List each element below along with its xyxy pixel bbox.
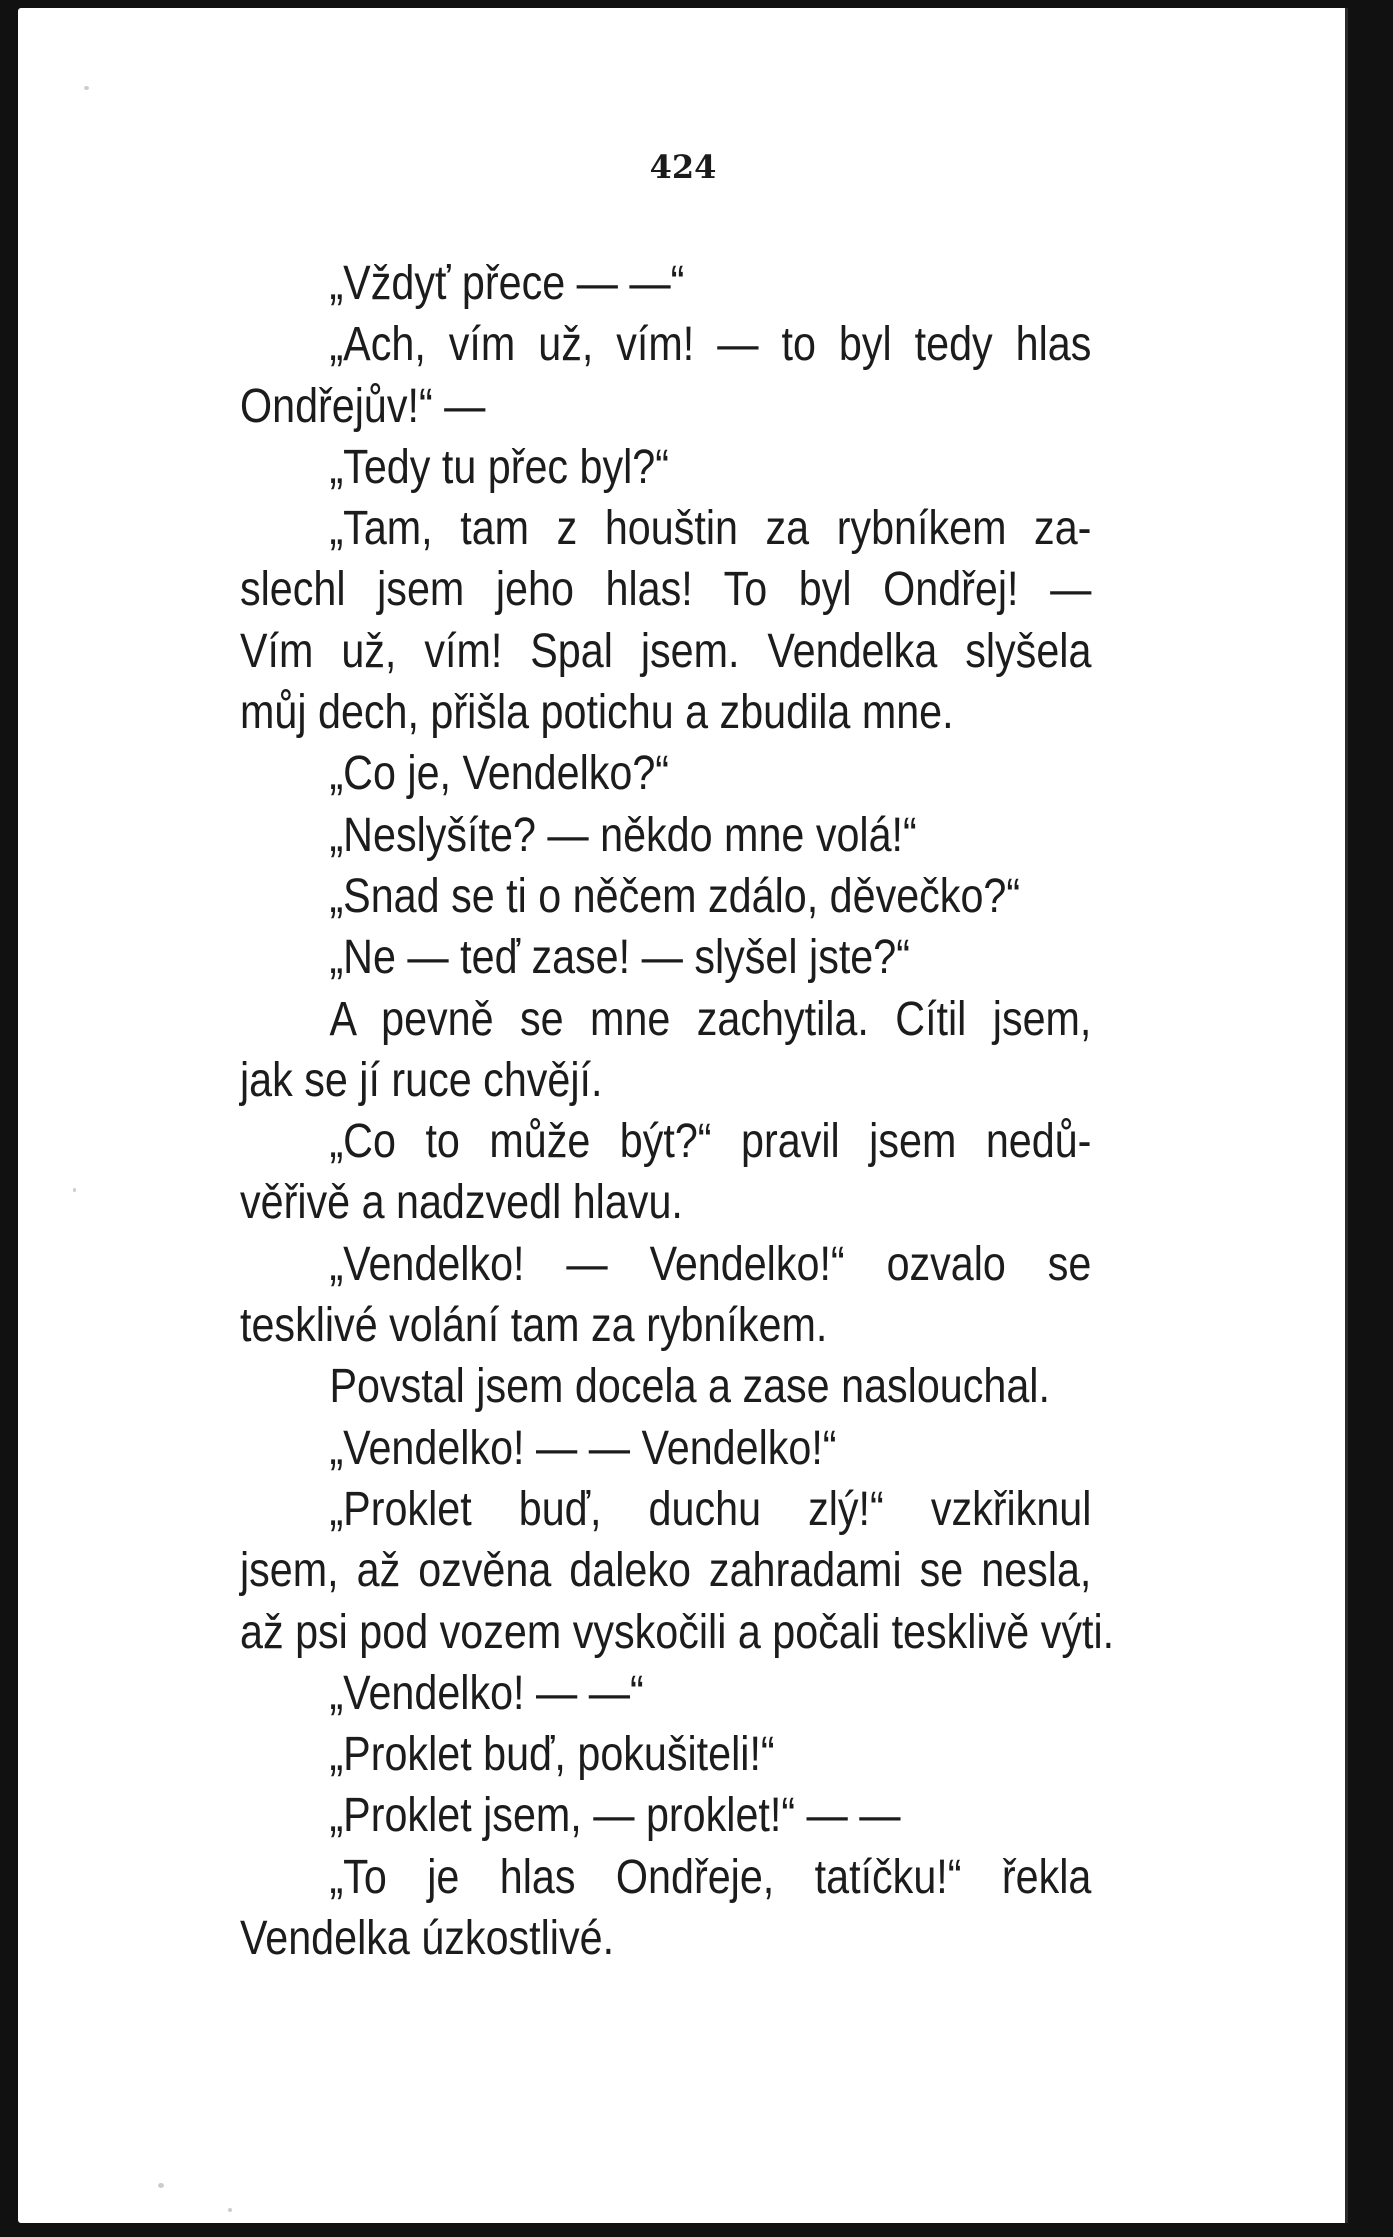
text-line: jak se jí ruce chvějí. (240, 1053, 603, 1107)
text-line: „Co to může být?“ pravil jsem nedů- (329, 1115, 1092, 1169)
paper-speck (158, 2183, 164, 2188)
text-line: „Vendelko! — Vendelko!“ ozvalo se (329, 1237, 1092, 1291)
text-line: „Vendelko! — —“ (329, 1666, 644, 1720)
page-edge-shadow (1345, 8, 1348, 2223)
text-line: Ondřejův!“ — (240, 379, 486, 433)
text-line: „Proklet buď, duchu zlý!“ vzkřiknul (329, 1482, 1092, 1536)
text-line: „Ach, vím už, vím! — to byl tedy hlas (329, 318, 1092, 372)
paper-speck (84, 86, 89, 90)
text-line: „Neslyšíte? — někdo mne volá!“ (329, 808, 917, 862)
text-line: věřivě a nadzvedl hlavu. (240, 1176, 683, 1230)
text-line: Vendelka úzkostlivé. (240, 1912, 615, 1966)
paper-speck (228, 2208, 232, 2212)
text-line: „Tam, tam z houštin za rybníkem za- (329, 502, 1092, 556)
body-text (240, 253, 1115, 1969)
text-line: „Tedy tu přec byl?“ (329, 440, 669, 494)
text-line: „Vždyť přece — —“ (329, 257, 685, 310)
paper-speck (73, 1188, 76, 1192)
text-line: „Ne — teď zase! — slyšel jste?“ (329, 931, 910, 985)
text-line: můj dech, přišla potichu a zbudila mne. (240, 686, 954, 740)
text-line: až psi pod vozem vyskočili a počali tesklivě výti. (240, 1605, 1115, 1659)
text-line: „Snad se ti o něčem zdálo, děvečko?“ (329, 869, 1021, 923)
text-line: A pevně se mne zachytila. Cítil jsem, (329, 992, 1092, 1046)
text-line: slechl jsem jeho hlas! To byl Ondřej! — (240, 563, 1092, 617)
text-line: „Vendelko! — — Vendelko!“ (329, 1421, 837, 1475)
book-page (18, 8, 1348, 2223)
text-line: „To je hlas Ondřeje, tatíčku!“ řekla (329, 1850, 1092, 1904)
text-line: „Co je, Vendelko?“ (329, 747, 670, 801)
text-line: „Proklet jsem, — proklet!“ — — (329, 1789, 901, 1843)
page-number: 424 (649, 148, 717, 186)
text-line: jsem, až ozvěna daleko zahradami se nesla, (240, 1544, 1092, 1598)
text-line: „Proklet buď, pokušiteli!“ (329, 1728, 775, 1782)
text-line: Vím už, vím! Spal jsem. Vendelka slyšela (240, 624, 1092, 678)
text-line: tesklivé volání tam za rybníkem. (240, 1299, 828, 1353)
text-line: Povstal jsem docela a zase naslouchal. (329, 1360, 1050, 1414)
